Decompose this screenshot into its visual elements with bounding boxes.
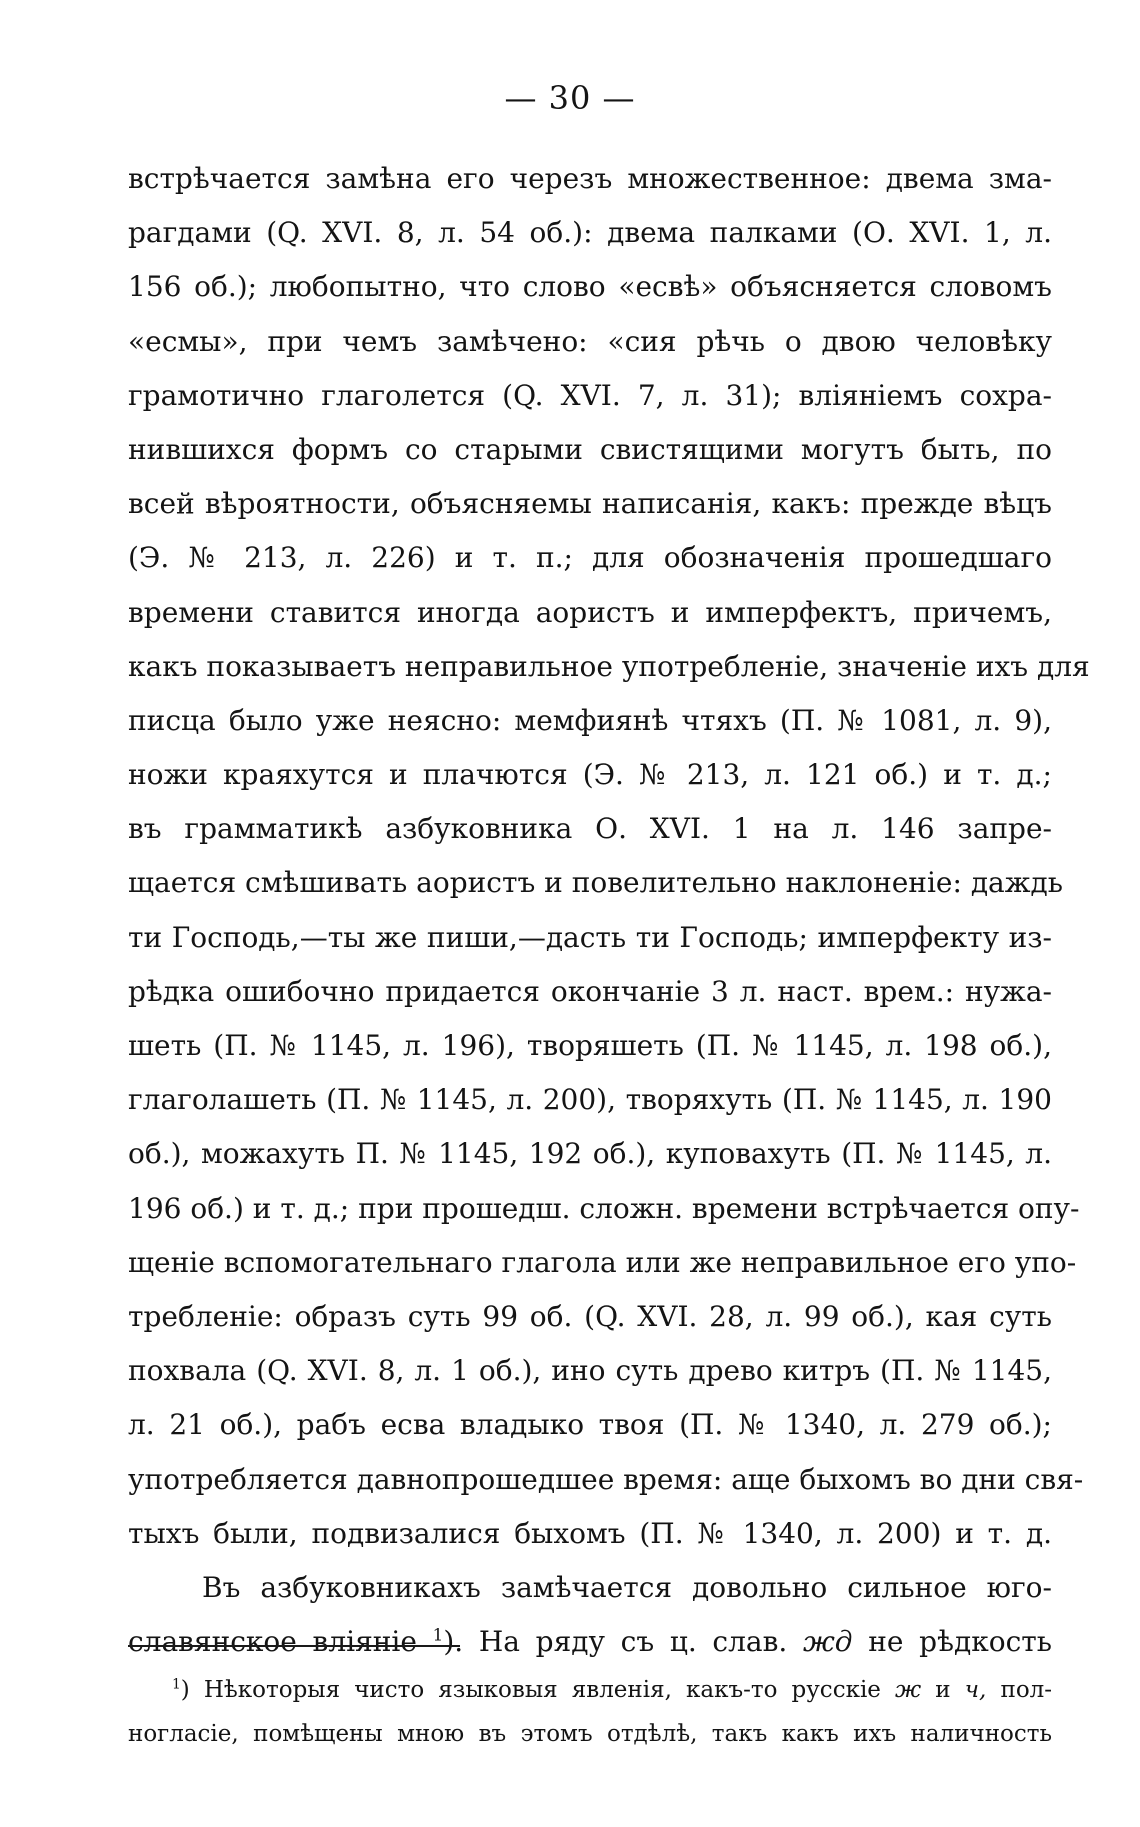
main-text [128,152,1090,1669]
text-line: нившихся формъ со старыми свистящими могутъ быть, по [128,432,1052,466]
italic-run: жд [802,1625,853,1659]
text-line: л. 21 об.), рабъ есва владыко твоя (П. № 1340, л. 279 об.); [128,1408,1052,1442]
text-line: писца было уже неясно: мемфиянѣ чтяхъ (П. № 1081, л. 9), [128,703,1052,737]
footnote-divider [128,1645,460,1647]
text-line: употребляется давнопрошедшее время: аще быхомъ во дни свя- [128,1462,1084,1496]
text-line: грамотично глаголется (Q. XVI. 7, л. 31); вліяніемъ сохра- [128,378,1052,412]
italic-run: ж [895,1677,922,1703]
text-line: 156 об.); любопытно, что слово «есвѣ» объясняется словомъ [128,270,1052,304]
page-number: — 30 — [504,79,636,117]
text-run: ) Нѣкоторыя чисто языковыя явленія, какъ-то русскіе [180,1677,881,1703]
footnote-marker: 1 [172,1676,181,1693]
text-line: глаголашеть (П. № 1145, л. 200), творяхуть (П. № 1145, л. 190 [128,1083,1052,1117]
text-line: времени ставится иногда аористъ и имперфектъ, причемъ, [128,595,1052,629]
text-line: ти Господь,—ты же пиши,—дасть ти Господь; имперфекту из- [128,920,1052,954]
text-line: 196 об.) и т. д.; при прошедш. сложн. времени встрѣчается опу- [128,1191,1080,1225]
text-line: похвала (Q. XVI. 8, л. 1 об.), ино суть древо китръ (П. № 1145, [128,1354,1052,1388]
text-line: «есмы», при чемъ замѣчено: «сия рѣчь о двою человѣку [128,324,1052,358]
italic-run: ч, [964,1677,987,1703]
footnote [128,1668,1052,1756]
text-line: шеть (П. № 1145, л. 196), творяшеть (П. № 1145, л. 198 об.), [128,1029,1052,1062]
text-run: ). На ряду съ ц. слав. [443,1625,788,1659]
text-line: ножи краяхутся и плачются (Э. № 213, л. 121 об.) и т. д.; [128,758,1052,792]
footnote-ref: 1 [432,1624,444,1645]
text-line: требленіе: образъ суть 99 об. (Q. XVI. 28, л. 99 об.), кая суть [128,1299,1052,1333]
text-run: славянское вліяніе [128,1625,417,1659]
text-line: щается смѣшивать аористъ и повелительно наклоненіе: даждь [128,866,1063,900]
text-line: щеніе вспомогательнаго глагола или же неправильное его упо- [128,1245,1077,1279]
text-line: рѣдка ошибочно придается окончаніе 3 л. наст. врем.: нужа- [128,974,1052,1008]
text-line: (Э. № 213, л. 226) и т. п.; для обозначенія прошедшаго [128,541,1052,575]
text-run: и [935,1677,951,1703]
text-run: не рѣдкость [868,1625,1053,1659]
text-run: пол- [1000,1677,1053,1703]
text-line: всей вѣроятности, объясняемы написанія, какъ: прежде вѣцъ [128,487,1052,521]
text-line: встрѣчается замѣна его черезъ множественное: двема зма- [128,162,1052,195]
text-line: какъ показываетъ неправильное употребленіе, значеніе ихъ для [128,649,1090,683]
text-line: рагдами (Q. XVI. 8, л. 54 об.): двема палками (О. XVI. 1, л. [128,216,1052,250]
footnote-line-1 [128,1668,1052,1712]
text-line: въ грамматикѣ азбуковника О. XVI. 1 на л. 146 запре- [128,812,1052,846]
text-line: тыхъ были, подвизалися быхомъ (П. № 1340, л. 200) и т. д. [128,1516,1052,1550]
text-line: об.), можахуть П. № 1145, 192 об.), куповахуть (П. № 1145, л. [128,1137,1052,1171]
paragraph-2-line-2 [128,1615,1052,1669]
footnote-line-2: ногласіе, помѣщены мною въ этомъ отдѣлѣ, такъ какъ ихъ наличность [128,1721,1052,1747]
paragraph-2-line-1: Въ азбуковникахъ замѣчается довольно сильное юго- [202,1570,1052,1604]
